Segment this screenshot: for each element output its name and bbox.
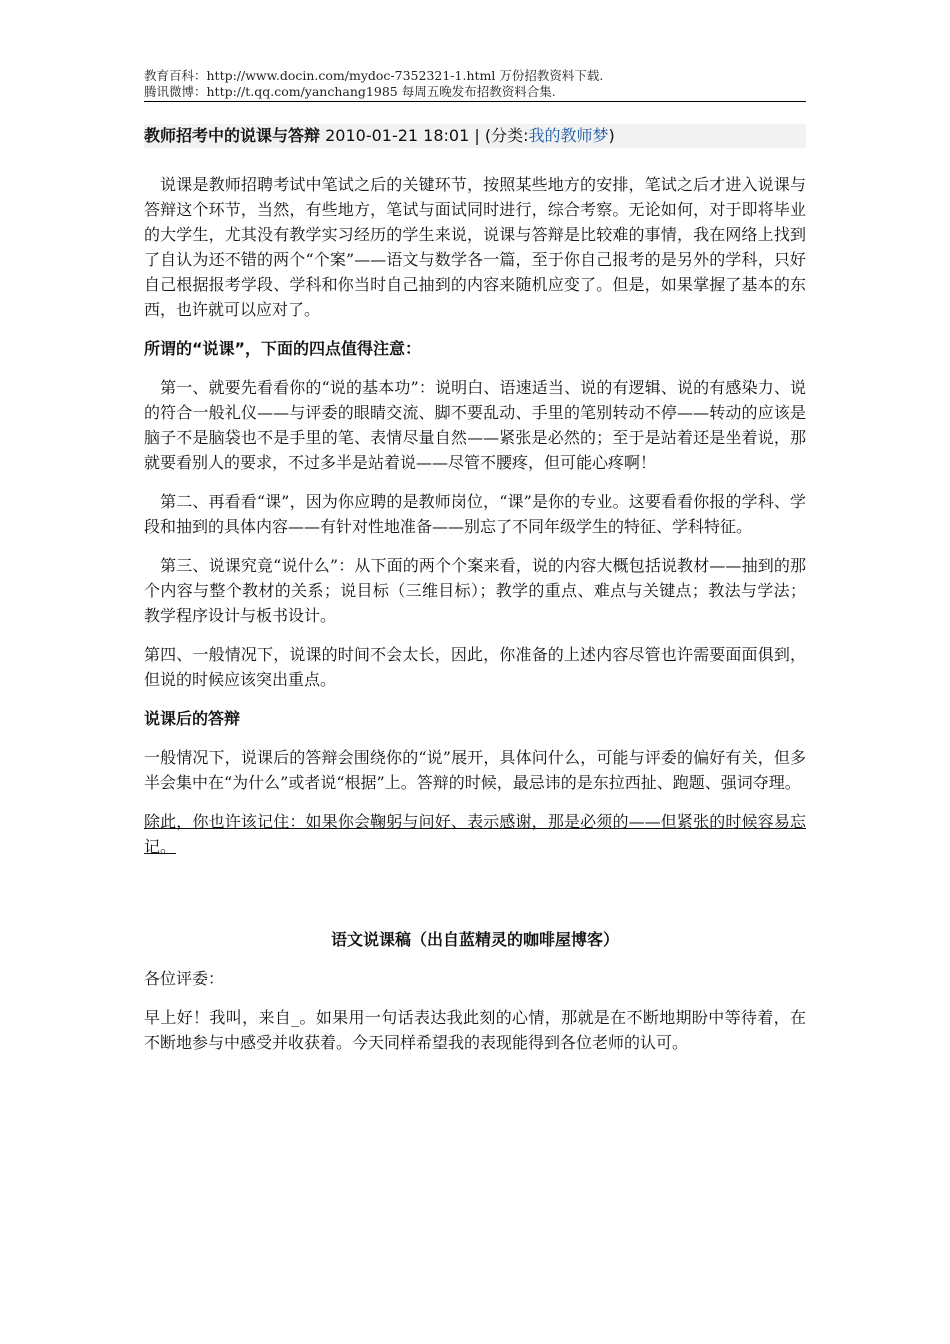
note-paragraph: 除此，你也许该记住：如果你会鞠躬与问好、表示感谢，那是必须的——但紧张的时候容易忘记。 bbox=[144, 812, 806, 856]
article-title: 教师招考中的说课与答辩 bbox=[144, 126, 321, 145]
point-four-paragraph: 第四、一般情况下，说课的时间不会太长，因此，你准备的上述内容尽管也许需要面面俱到，但说的时候应该突出重点。 bbox=[144, 645, 806, 689]
article-body bbox=[144, 172, 806, 1069]
page-header bbox=[144, 68, 806, 100]
point-one-paragraph: 第一、就要先看看你的“说的基本功”：说明白、语速适当、说的有逻辑、说的有感染力、说的符合一般礼仪——与评委的眼睛交流、脚不要乱动、手里的笔别转动不停——转动的应该是脑子不是脑袋也不是手里的笔、表情尽量自然——紧张是必然的；至于是站着还是坐着说，那就要看别人的要求，不过多半是站着说——尽管不腰疼，但可能心疼啊！ bbox=[144, 378, 806, 472]
category-link[interactable]: 我的教师梦 bbox=[528, 126, 609, 145]
opening-paragraph: 早上好！我叫，来自_。如果用一句话表达我此刻的心情，那就是在不断地期盼中等待着，在不断地参与中感受并收获着。今天同样希望我的表现能得到各位老师的认可。 bbox=[144, 1008, 806, 1052]
header-line-docin: 教育百科：http://www.docin.com/mydoc-7352321-1.html 万份招教资料下载. bbox=[144, 68, 604, 83]
section-title-chinese-lesson: 语文说课稿（出自蓝精灵的咖啡屋博客） bbox=[330, 930, 619, 949]
header-line-weibo: 腾讯微博：http://t.qq.com/yanchang1985 每周五晚发布招教资料合集. bbox=[144, 84, 556, 99]
greeting-paragraph: 各位评委： bbox=[144, 969, 225, 988]
section-heading-defense: 说课后的答辩 bbox=[144, 709, 241, 728]
title-close-paren: ) bbox=[608, 126, 615, 145]
point-three-paragraph: 第三、说课究竟“说什么”：从下面的两个个案来看，说的内容大概包括说教材——抽到的那个内容与整个教材的关系；说目标（三维目标）；教学的重点、难点与关键点；教法与学法；教学程序设计与板书设计。 bbox=[144, 556, 806, 625]
defense-paragraph: 一般情况下，说课后的答辩会围绕你的“说”展开，具体问什么，可能与评委的偏好有关，但多半会集中在“为什么”或者说“根据”上。答辩的时候，最忌讳的是东拉西扯、跑题、强词夺理。 bbox=[144, 748, 806, 792]
article-datetime: 2010-01-21 18:01 | (分类: bbox=[320, 126, 529, 145]
header-divider bbox=[144, 101, 806, 102]
intro-paragraph: 说课是教师招聘考试中笔试之后的关键环节，按照某些地方的安排，笔试之后才进入说课与答辩这个环节，当然，有些地方，笔试与面试同时进行，综合考察。无论如何，对于即将毕业的大学生，尤其没有教学实习经历的学生来说，说课与答辩是比较难的事情，我在网络上找到了自认为还不错的两个“个案”——语文与数学各一篇，至于你自己报考的是另外的学科，只好自己根据报考学段、学科和你当时自己抽到的内容来随机应变了。但是，如果掌握了基本的东西，也许就可以应对了。 bbox=[144, 175, 806, 319]
article-title-bar bbox=[144, 124, 806, 148]
point-two-paragraph: 第二、再看看“课”，因为你应聘的是教师岗位，“课”是你的专业。这要看看你报的学科、学段和抽到的具体内容——有针对性地准备——别忘了不同年级学生的特征、学科特征。 bbox=[144, 492, 806, 536]
section-heading-points: 所谓的“说课”，下面的四点值得注意： bbox=[144, 339, 422, 358]
